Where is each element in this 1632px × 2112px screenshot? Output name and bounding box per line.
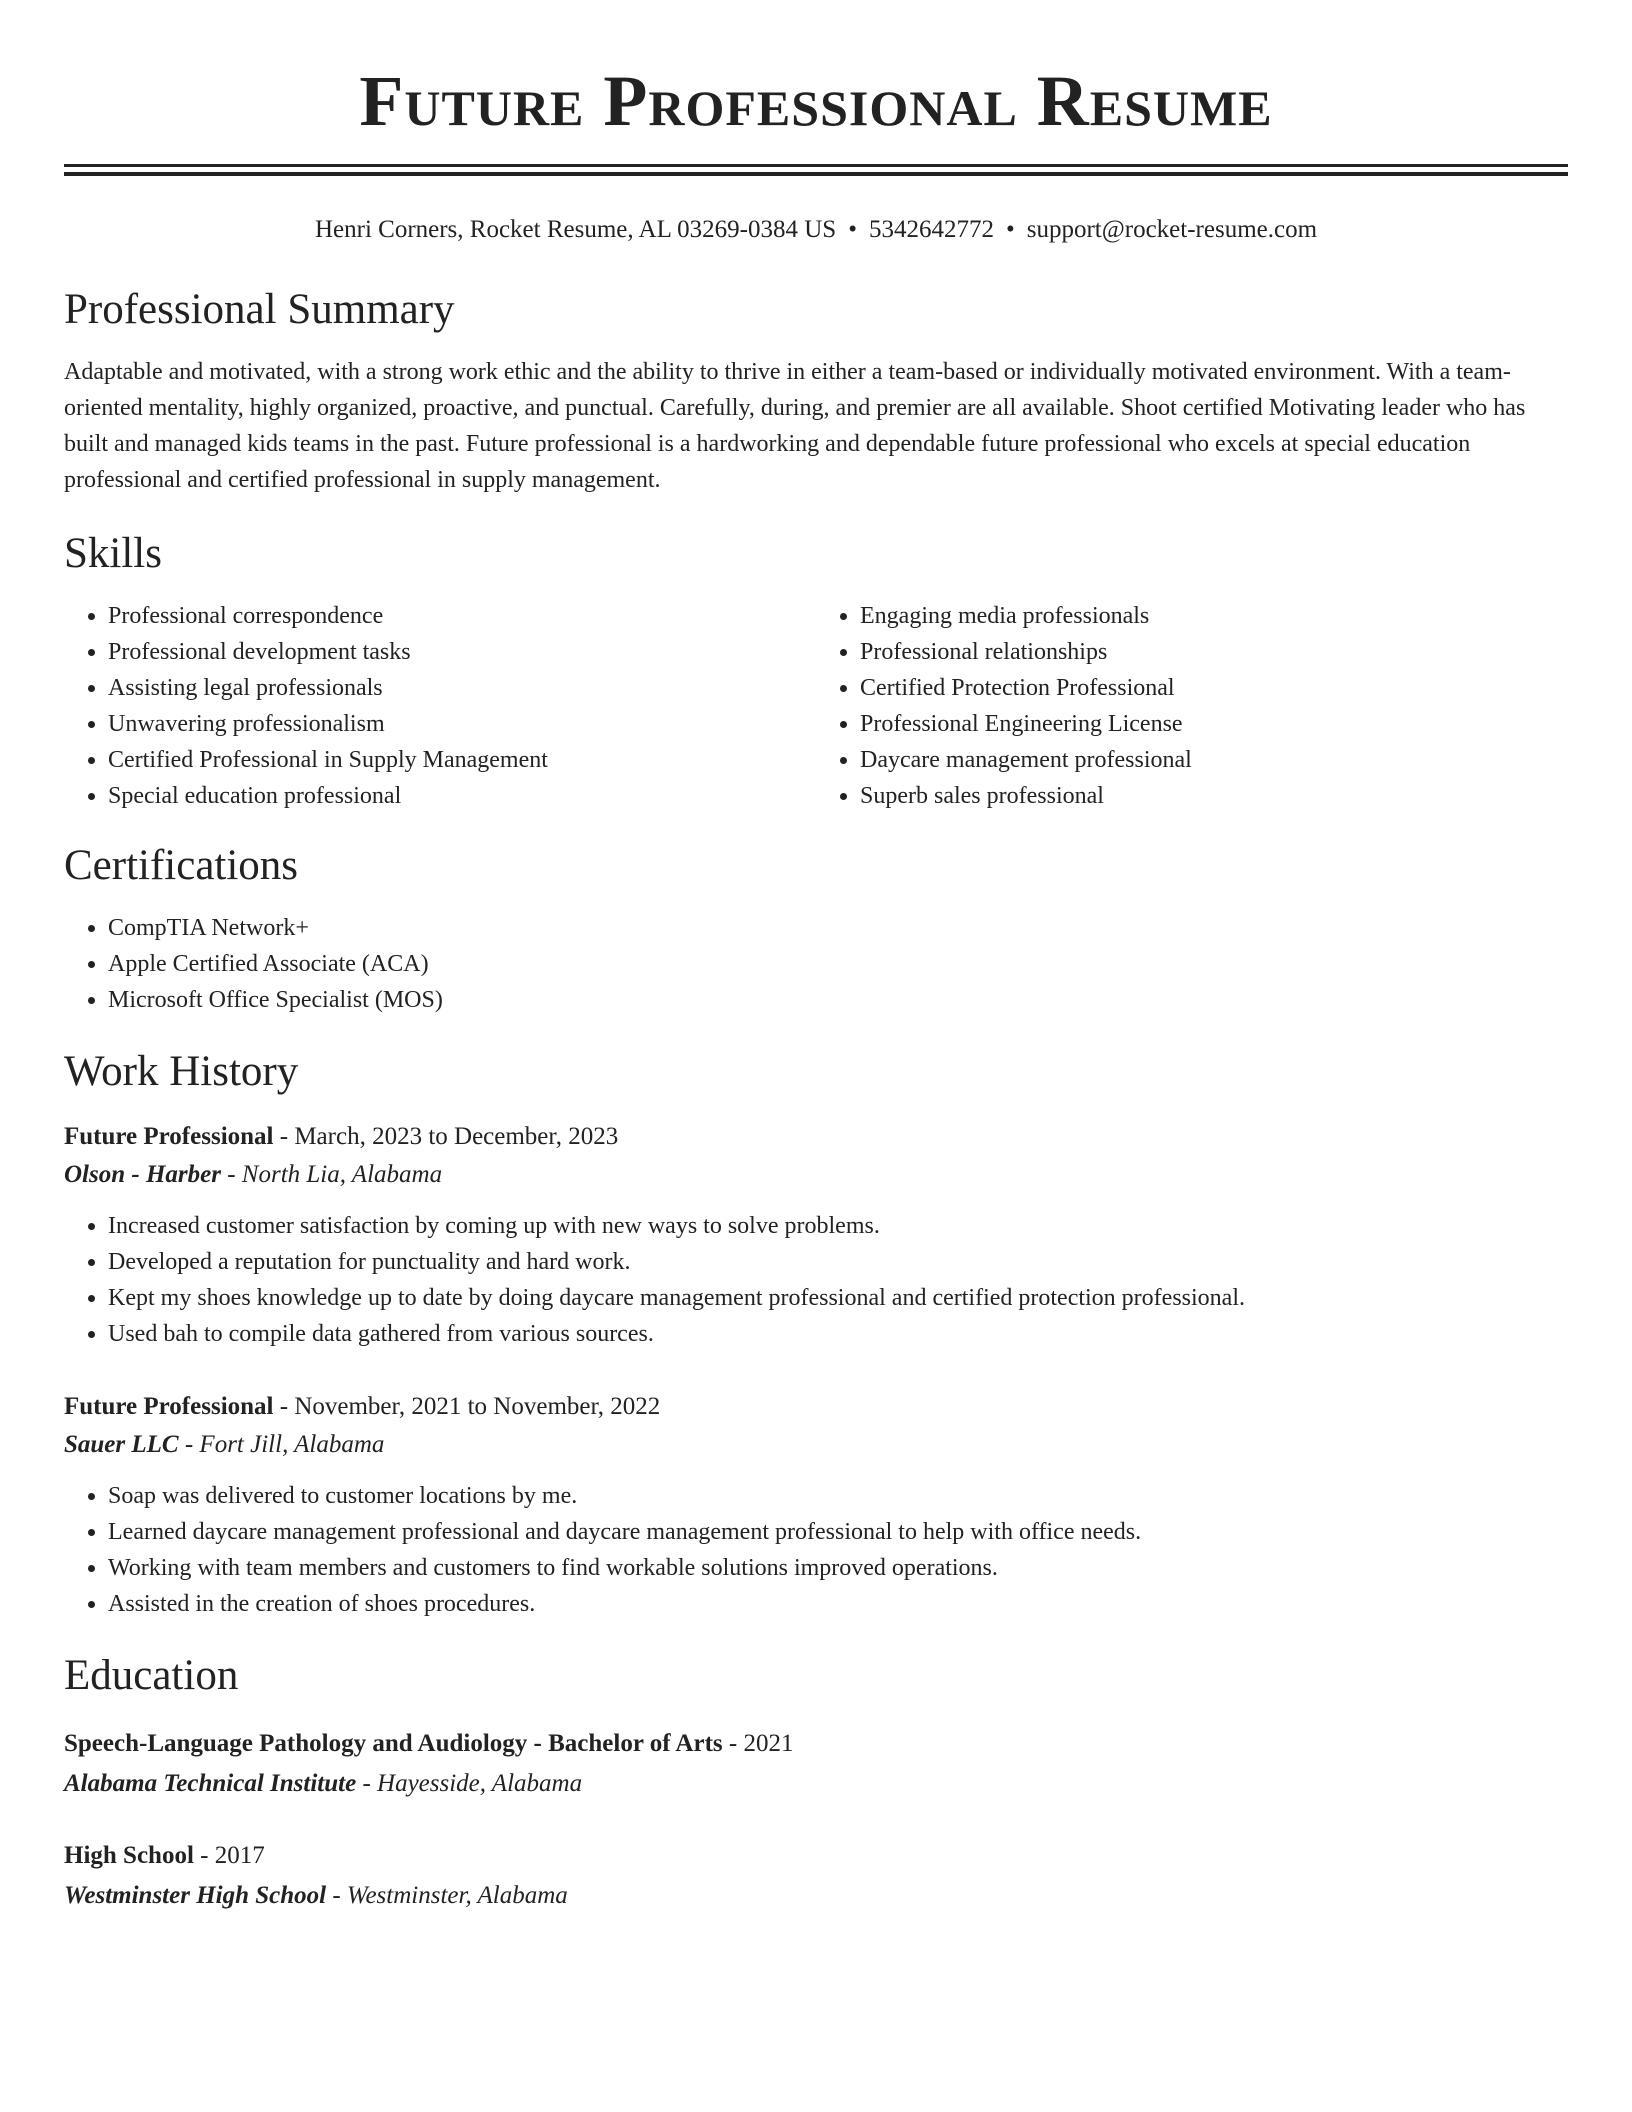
skill-item: • Superb sales professional (860, 778, 1568, 814)
education-heading: Education (64, 1652, 239, 1699)
contact-separator: • (848, 216, 857, 243)
skill-item: • Professional Engineering License (860, 706, 1568, 742)
skill-item: • Assisting legal professionals (108, 670, 816, 706)
job-company: Olson - Harber (64, 1161, 221, 1188)
skill-item: • Professional correspondence (108, 598, 816, 634)
job-location: - North Lia, Alabama (220, 1161, 443, 1188)
job-bullet: • Soap was delivered to customer locations by me. (108, 1478, 1568, 1514)
job-entry (64, 1388, 1568, 1622)
contact-email: support@rocket-resume.com (1026, 216, 1318, 243)
certification-item: • CompTIA Network+ (108, 910, 1568, 946)
job-bullet: • Assisted in the creation of shoes procedures. (108, 1586, 1568, 1622)
certifications-list (64, 910, 1568, 1018)
summary-section (64, 284, 1568, 498)
education-year: - 2017 (193, 1842, 265, 1869)
job-bullets (64, 1478, 1568, 1622)
education-degree: High School (64, 1842, 194, 1869)
skills-column-left (64, 598, 816, 814)
contact-line (64, 214, 1568, 246)
skills-heading: Skills (64, 530, 162, 577)
education-school: Alabama Technical Institute (64, 1770, 357, 1797)
education-section (64, 1650, 1568, 1916)
skill-item: • Certified Professional in Supply Management (108, 742, 816, 778)
skill-item: • Professional relationships (860, 634, 1568, 670)
job-title: Future Professional (64, 1393, 274, 1420)
education-location: - Westminster, Alabama (326, 1882, 568, 1909)
skill-item: • Unwavering professionalism (108, 706, 816, 742)
job-title: Future Professional (64, 1123, 274, 1150)
skill-item: • Certified Protection Professional (860, 670, 1568, 706)
skill-item: • Professional development tasks (108, 634, 816, 670)
skill-item: • Daycare management professional (860, 742, 1568, 778)
contact-address: Henri Corners, Rocket Resume, AL 03269-0384 US (314, 216, 837, 243)
work-history-section (64, 1046, 1568, 1622)
education-entry (64, 1724, 1568, 1804)
skills-list-right (816, 598, 1568, 814)
title-rule-bottom (64, 172, 1568, 176)
education-school-line (64, 1876, 1568, 1916)
summary-heading: Professional Summary (64, 286, 455, 333)
education-school-line (64, 1764, 1568, 1804)
skill-item: • Special education professional (108, 778, 816, 814)
skill-item: • Engaging media professionals (860, 598, 1568, 634)
job-bullet: • Developed a reputation for punctuality and hard work. (108, 1244, 1568, 1280)
skills-grid (64, 598, 1568, 814)
certification-item: • Microsoft Office Specialist (MOS) (108, 982, 1568, 1018)
job-location: - Fort Jill, Alabama (178, 1431, 385, 1458)
contact-phone: 5342642772 (868, 216, 994, 243)
summary-text: Adaptable and motivated, with a strong work ethic and the ability to thrive in either a team-based or individually motivated environment. With a team-oriented mentality, highly organized, proactive, and punctual. Carefully, during, and premier are all available. Shoot certified Motivating leader who has built and managed kids teams in the past. Future professional is a hardworking and dependable future professional who excels at special education professional and certified professional in supply management. (64, 359, 1526, 493)
skills-list-left (64, 598, 816, 814)
job-bullet: • Learned daycare management professional and daycare management professional to help with office needs. (108, 1514, 1568, 1550)
resume-title: Future Professional Resume (359, 61, 1273, 141)
job-bullets (64, 1208, 1568, 1352)
work-history-heading: Work History (64, 1048, 299, 1095)
education-degree: Speech-Language Pathology and Audiology - Bachelor of Arts (64, 1730, 723, 1757)
job-bullet: • Kept my shoes knowledge up to date by doing daycare management professional and certified protection professional. (108, 1280, 1568, 1316)
job-company-line (64, 1156, 1568, 1194)
job-company: Sauer LLC (64, 1431, 179, 1458)
education-degree-line (64, 1724, 1568, 1764)
job-entry (64, 1118, 1568, 1352)
education-degree-line (64, 1836, 1568, 1876)
job-dates: - November, 2021 to November, 2022 (273, 1393, 661, 1420)
education-year: - 2021 (722, 1730, 794, 1757)
job-bullet: • Used bah to compile data gathered from various sources. (108, 1316, 1568, 1352)
job-bullet: • Increased customer satisfaction by coming up with new ways to solve problems. (108, 1208, 1568, 1244)
skills-section (64, 528, 1568, 814)
job-title-line (64, 1388, 1568, 1426)
job-dates: - March, 2023 to December, 2023 (273, 1123, 619, 1150)
education-entry (64, 1836, 1568, 1916)
contact-separator: • (1005, 216, 1015, 243)
certifications-section (64, 840, 1568, 1018)
education-school: Westminster High School (64, 1882, 327, 1909)
job-title-line (64, 1118, 1568, 1156)
education-location: - Hayesside, Alabama (356, 1770, 583, 1797)
certification-item: • Apple Certified Associate (ACA) (108, 946, 1568, 982)
certifications-heading: Certifications (64, 842, 299, 889)
job-bullet: • Working with team members and customers to find workable solutions improved operations. (108, 1550, 1568, 1586)
skills-column-right (816, 598, 1568, 814)
title-rule-top (64, 164, 1568, 167)
job-company-line (64, 1426, 1568, 1464)
